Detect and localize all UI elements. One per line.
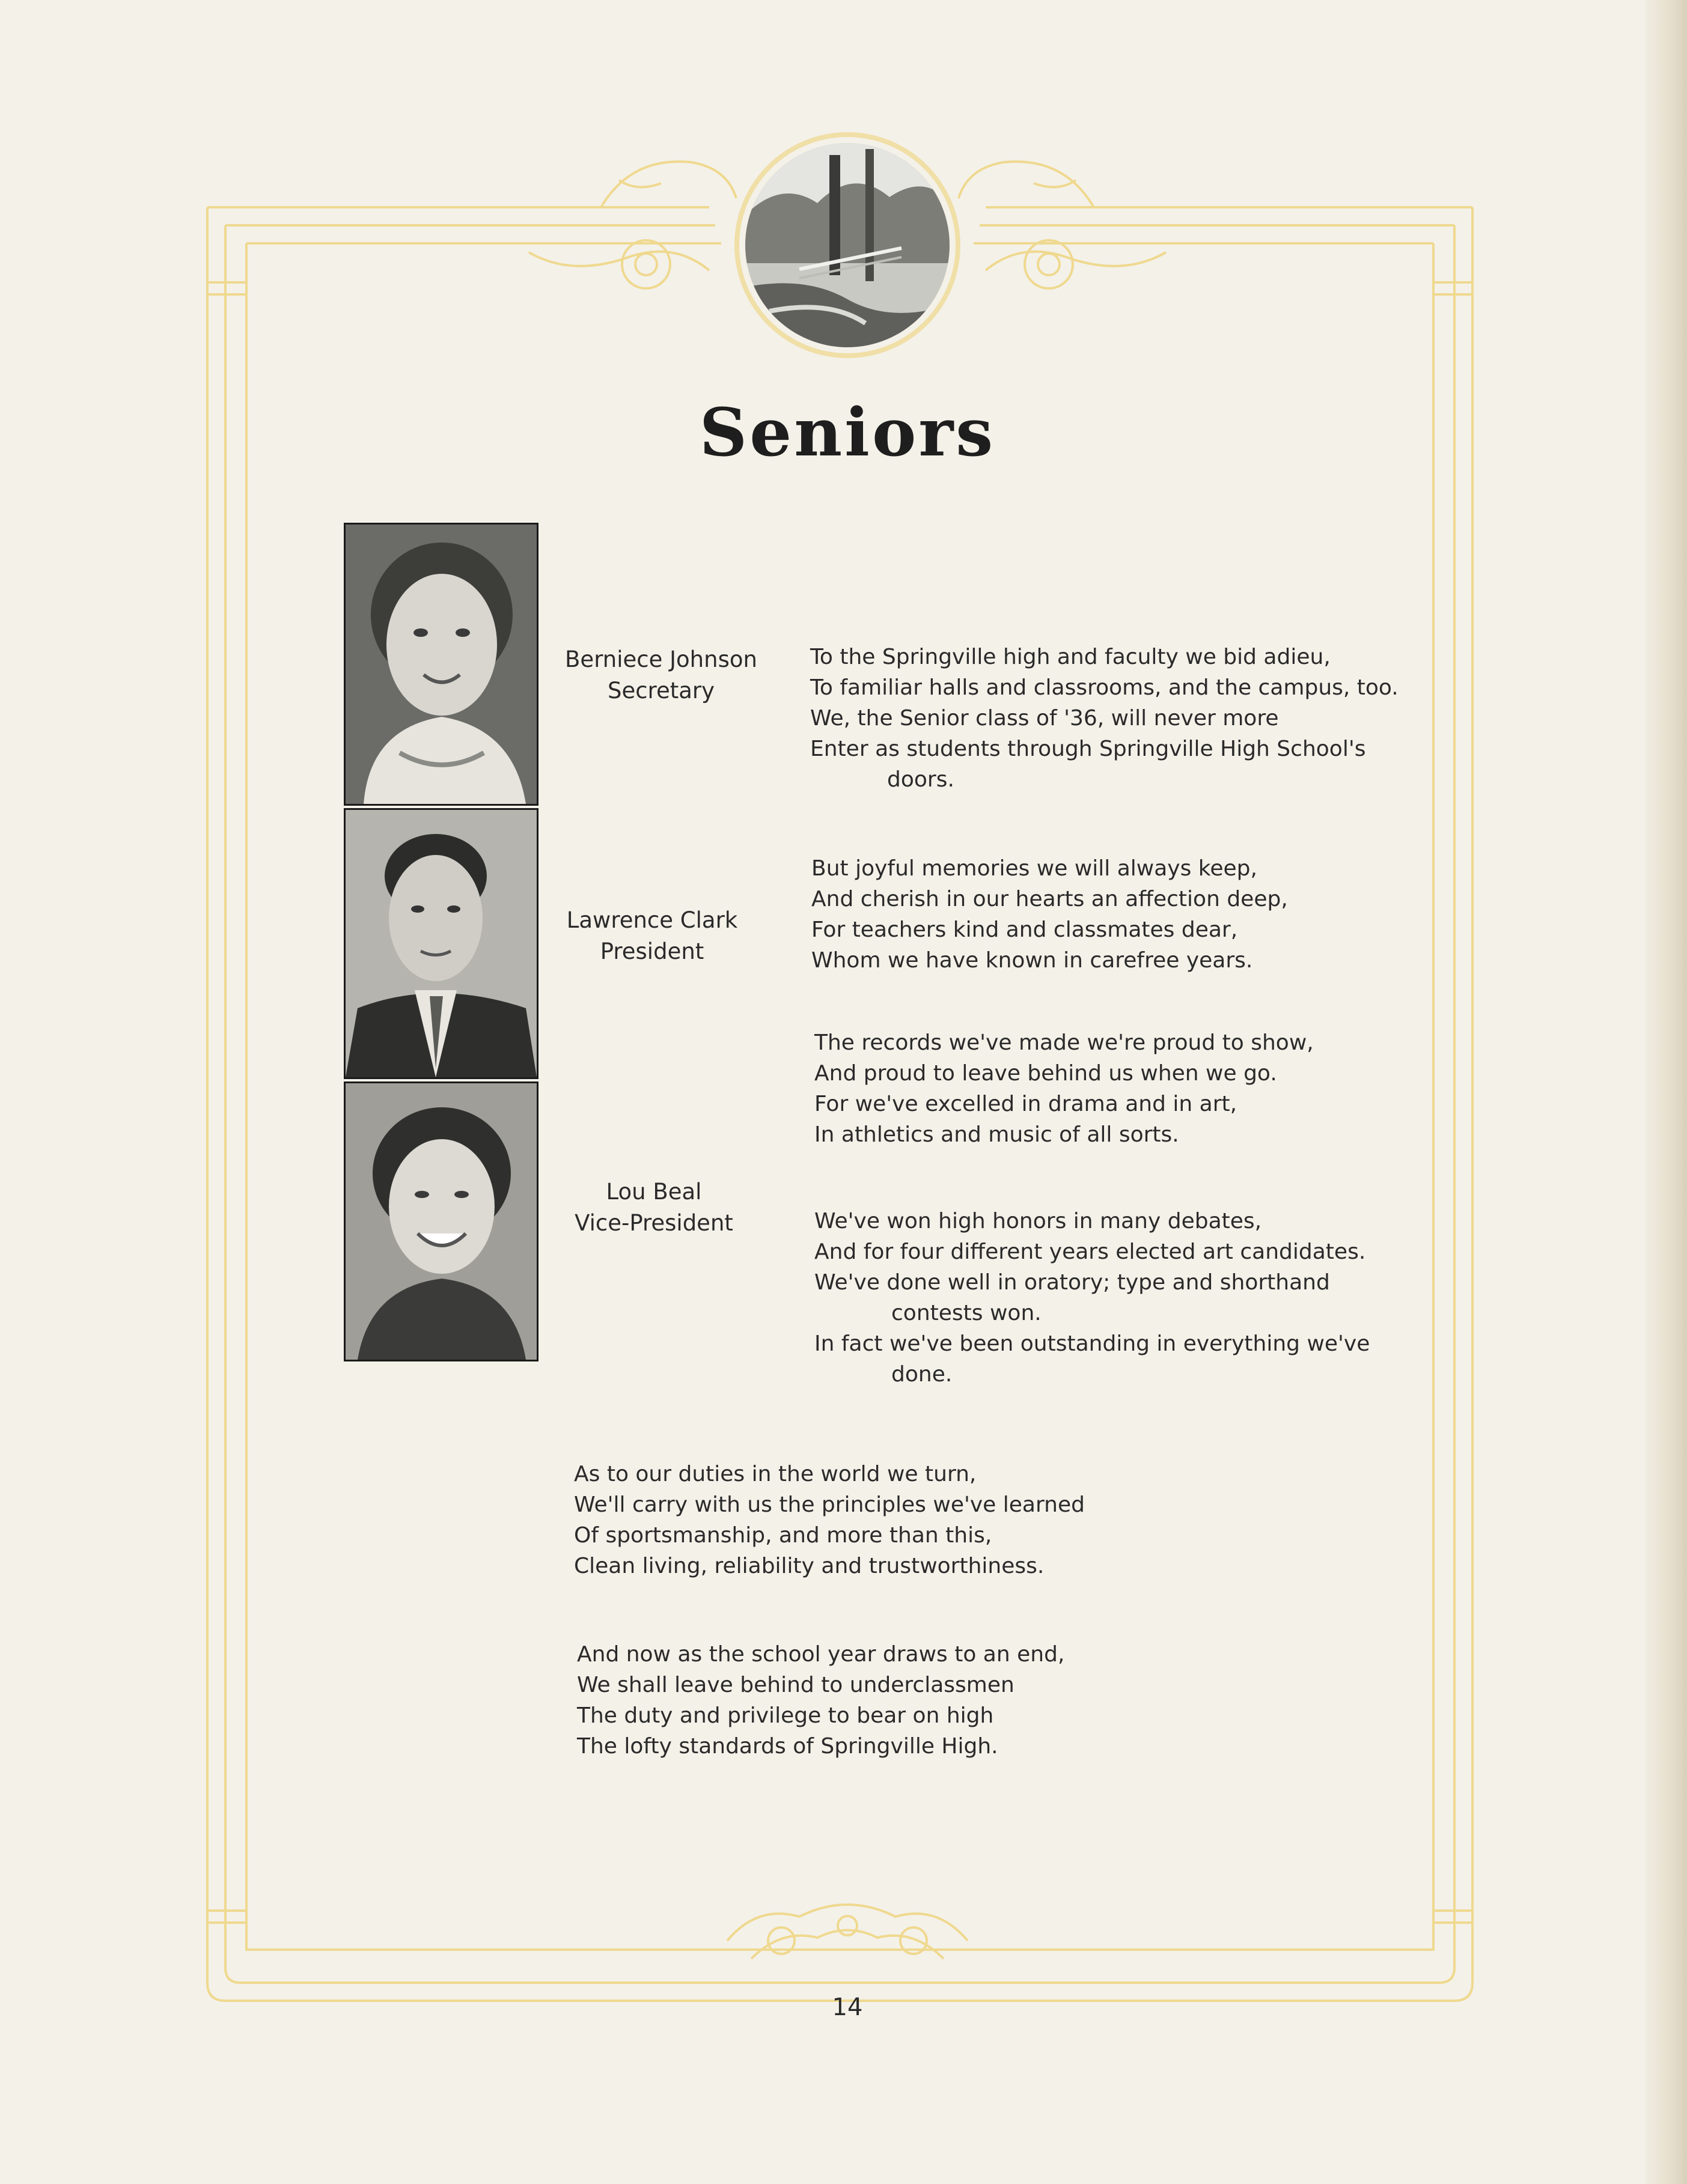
poem-line: In fact we've been outstanding in everything we've (814, 1331, 1370, 1356)
poem-line: As to our duties in the world we turn, (574, 1462, 977, 1486)
poem-line: And cherish in our hearts an affection deep, (811, 887, 1288, 911)
page-title: Seniors (699, 394, 996, 471)
officer-role: Vice-President (575, 1210, 733, 1236)
portrait-icon (346, 810, 537, 1077)
poem-line: For we've excelled in drama and in art, (814, 1092, 1237, 1116)
poem-line: For teachers kind and classmates dear, (811, 917, 1238, 942)
poem-line: To the Springville high and faculty we bid adieu, (810, 645, 1331, 669)
officer-photo-lou-beal (344, 1081, 538, 1361)
landscape-image (745, 143, 950, 347)
poem-line: Clean living, reliability and trustworthiness. (574, 1554, 1045, 1578)
officer-name: Berniece Johnson (565, 646, 757, 672)
poem-line: We've won high honors in many debates, (814, 1209, 1262, 1233)
officer-berniece-johnson (535, 644, 787, 707)
poem-line: And proud to leave behind us when we go. (814, 1061, 1277, 1086)
poem-stanza-6 (577, 1639, 1064, 1762)
officer-name: Lawrence Clark (566, 907, 738, 933)
officer-lou-beal (528, 1176, 780, 1239)
poem-stanza-3 (814, 1027, 1314, 1150)
portrait-icon (346, 525, 537, 804)
officer-photo-lawrence-clark (344, 808, 538, 1079)
poem-line: In athletics and music of all sorts. (814, 1122, 1179, 1147)
poem-line: The records we've made we're proud to show, (814, 1030, 1314, 1055)
poem-line: done. (891, 1362, 953, 1387)
page-number: 14 (832, 1994, 863, 2021)
poem-line: The lofty standards of Springville High. (577, 1734, 998, 1759)
poem-line: We shall leave behind to underclassmen (577, 1673, 1014, 1697)
poem-line: contests won. (891, 1301, 1042, 1325)
poem-line: But joyful memories we will always keep, (811, 856, 1257, 881)
poem-line: Of sportsmanship, and more than this, (574, 1523, 992, 1548)
poem-line: The duty and privilege to bear on high (577, 1703, 994, 1728)
poem-line: doors. (887, 767, 954, 792)
officer-name: Lou Beal (606, 1179, 702, 1205)
officer-lawrence-clark (526, 905, 778, 967)
poem-line: Whom we have known in carefree years. (811, 948, 1253, 973)
medallion-photo (745, 143, 950, 347)
poem-stanza-5 (574, 1459, 1085, 1581)
poem-line: To familiar halls and classrooms, and the campus, too. (810, 675, 1399, 700)
poem-line: We've done well in oratory; type and shorthand (814, 1270, 1330, 1295)
poem-line: Enter as students through Springville High School's (810, 737, 1366, 761)
poem-line: And now as the school year draws to an end, (577, 1642, 1065, 1667)
poem-stanza-4 (814, 1206, 1370, 1390)
poem-line: We, the Senior class of '36, will never more (810, 706, 1279, 731)
officer-role: President (600, 938, 704, 964)
poem-stanza-2 (811, 853, 1288, 976)
poem-line: And for four different years elected art candidates. (814, 1240, 1366, 1264)
portrait-icon (346, 1083, 537, 1360)
officer-photo-berniece-johnson (344, 523, 538, 806)
poem-line: We'll carry with us the principles we've learned (574, 1492, 1085, 1517)
officer-role: Secretary (607, 678, 715, 704)
poem-stanza-1 (810, 642, 1399, 795)
